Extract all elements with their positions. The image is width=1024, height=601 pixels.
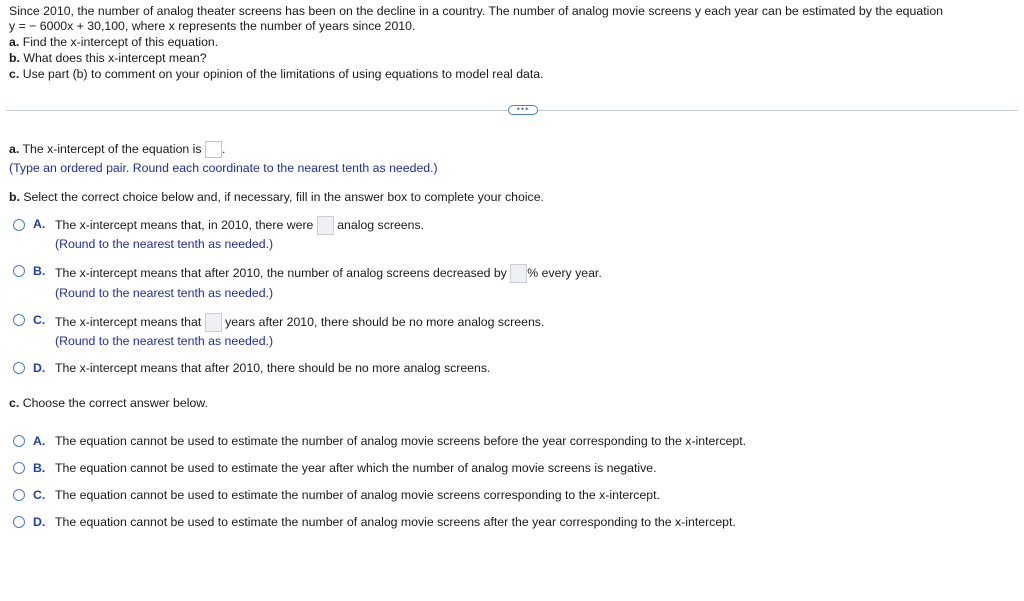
answer-c-prompt [9, 396, 208, 410]
b-option-a-after: analog screens. [337, 217, 425, 232]
answer-b-label: b. [9, 190, 20, 204]
b-option-b-text [55, 264, 602, 283]
problem-part-b [9, 51, 207, 65]
answer-a-hint: (Type an ordered pair. Round each coordinate to the nearest tenth as needed.) [9, 161, 438, 175]
c-option-d-radio[interactable] [13, 516, 25, 528]
b-option-d-letter: D. [33, 361, 46, 375]
more-options-button[interactable]: ••• [508, 105, 538, 115]
c-option-c-radio[interactable] [13, 489, 25, 501]
b-option-a-radio[interactable] [13, 219, 25, 231]
problem-part-b-text: What does this x-intercept mean? [23, 51, 207, 65]
b-option-c-hint: (Round to the nearest tenth as needed.) [55, 334, 274, 348]
b-option-b-hint: (Round to the nearest tenth as needed.) [55, 286, 274, 300]
b-option-a-answer-box[interactable] [317, 216, 334, 235]
b-option-c-answer-box[interactable] [205, 313, 222, 332]
problem-part-a [9, 35, 218, 49]
c-option-b-radio[interactable] [13, 462, 25, 474]
b-option-c-letter: C. [33, 313, 46, 327]
x-intercept-answer-box[interactable] [205, 141, 222, 158]
c-option-d-letter: D. [33, 515, 46, 529]
answer-a-label: a. [9, 141, 20, 156]
b-option-d-text: The x-intercept means that after 2010, there should be no more analog screens. [55, 361, 491, 375]
problem-equation-line: y = − 6000x + 30,100, where x represents the number of years since 2010. [9, 19, 416, 33]
c-option-c-letter: C. [33, 488, 46, 502]
c-option-a-letter: A. [33, 434, 46, 448]
answer-b-prompt-text: Select the correct choice below and, if necessary, fill in the answer box to complete your choice. [23, 190, 544, 204]
answer-c-label: c. [9, 396, 20, 410]
c-option-b-letter: B. [33, 461, 46, 475]
b-option-b-letter: B. [33, 264, 46, 278]
b-option-b-after: % every year. [527, 265, 602, 280]
b-option-a-letter: A. [33, 217, 46, 231]
b-option-b-radio[interactable] [13, 265, 25, 277]
b-option-c-after: years after 2010, there should be no more analog screens. [225, 314, 545, 329]
answer-b-prompt [9, 190, 544, 204]
problem-line-1: Since 2010, the number of analog theater screens has been on the decline in a country. The number of analog movie screens y each year can be estimated by the equation [9, 4, 944, 18]
problem-part-c-text: Use part (b) to comment on your opinion of the limitations of using equations to model real data. [22, 67, 544, 81]
answer-a-text: The x-intercept of the equation is [22, 141, 202, 156]
b-option-d-radio[interactable] [13, 362, 25, 374]
b-option-c-radio[interactable] [13, 314, 25, 326]
c-option-c-text: The equation cannot be used to estimate the number of analog movie screens corresponding to the x-intercept. [55, 488, 660, 502]
problem-part-a-label: a. [9, 35, 20, 49]
c-option-d-text: The equation cannot be used to estimate the number of analog movie screens after the year corresponding to the x-intercept. [55, 515, 736, 529]
c-option-a-radio[interactable] [13, 435, 25, 447]
c-option-b-text: The equation cannot be used to estimate the year after which the number of analog movie screens is negative. [55, 461, 657, 475]
problem-part-c [9, 67, 544, 81]
b-option-c-text [55, 313, 544, 332]
b-option-a-before: The x-intercept means that, in 2010, there were [55, 217, 314, 232]
c-option-a-text: The equation cannot be used to estimate the number of analog movie screens before the year corresponding to the x-intercept. [55, 434, 747, 448]
answer-a-period: . [221, 141, 226, 156]
b-option-b-before: The x-intercept means that after 2010, the number of analog screens decreased by [55, 265, 507, 280]
problem-part-b-label: b. [9, 51, 20, 65]
b-option-a-text [55, 216, 424, 235]
problem-part-a-text: Find the x-intercept of this equation. [22, 35, 219, 49]
b-option-b-answer-box[interactable] [510, 264, 527, 283]
answer-c-prompt-text: Choose the correct answer below. [22, 396, 208, 410]
b-option-a-hint: (Round to the nearest tenth as needed.) [55, 237, 274, 251]
problem-part-c-label: c. [9, 67, 20, 81]
answer-a-row [9, 141, 225, 158]
b-option-c-before: The x-intercept means that [55, 314, 202, 329]
